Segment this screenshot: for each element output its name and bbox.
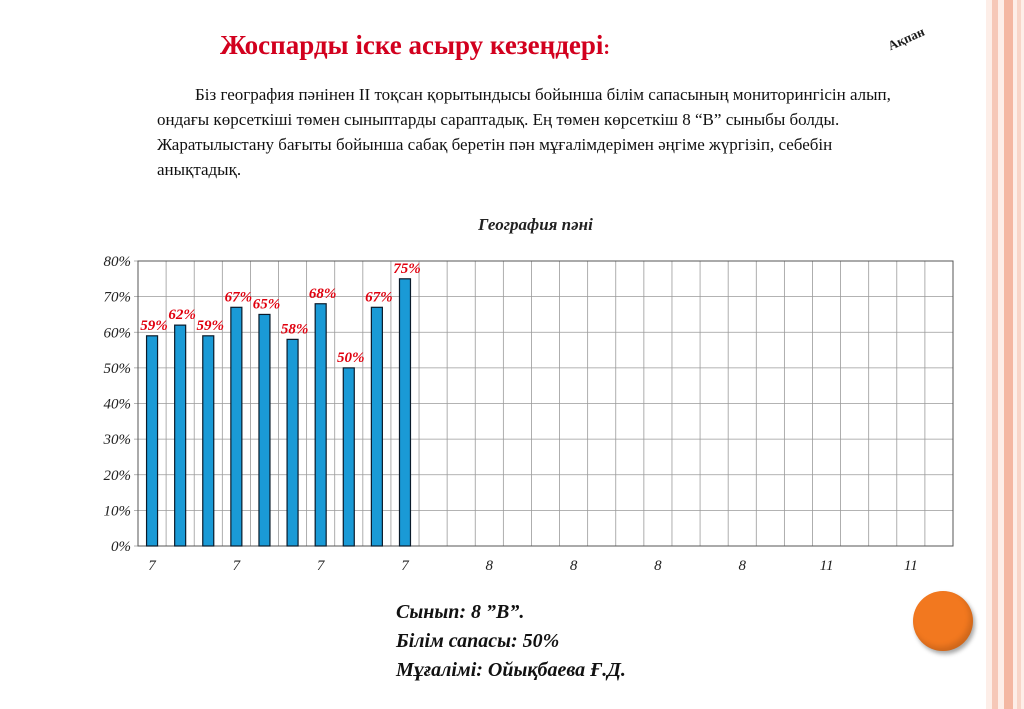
y-tick-label: 40% <box>103 396 131 413</box>
summary-class: Сынып: 8 ”В”. <box>396 601 525 623</box>
slide-title <box>220 30 610 61</box>
data-label-3: 67% <box>224 289 253 306</box>
decorative-side-stripes <box>986 0 1024 709</box>
bar-5 <box>287 339 298 546</box>
summary-teacher: Мұғалімі: Ойықбаева Ғ.Д. <box>396 659 626 681</box>
chart-title: География пәні <box>478 215 593 234</box>
month-label: Ақпан <box>885 23 927 54</box>
data-label-6: 68% <box>308 285 337 302</box>
y-tick-label: 70% <box>103 289 131 306</box>
data-label-5: 58% <box>280 321 309 338</box>
y-tick-label: 10% <box>103 503 131 520</box>
x-tick-label: 7 <box>148 558 156 574</box>
decorative-orange-circle <box>913 591 973 651</box>
bar-6 <box>315 304 326 546</box>
data-label-0: 59% <box>140 317 168 334</box>
bar-3 <box>231 307 242 546</box>
x-tick-label: 8 <box>738 558 746 574</box>
x-tick-label: 8 <box>569 558 578 574</box>
bar-2 <box>203 336 214 546</box>
x-tick-label: 7 <box>316 558 325 574</box>
x-tick-label: 7 <box>401 558 409 574</box>
data-label-4: 65% <box>252 296 281 313</box>
data-label-9: 75% <box>393 260 421 277</box>
bar-9 <box>399 279 410 546</box>
y-tick-label: 0% <box>111 539 131 555</box>
x-tick-label: 11 <box>819 558 834 574</box>
y-tick-label: 20% <box>103 467 131 484</box>
bar-0 <box>147 336 158 546</box>
slide-title-text: Жоспарды іске асыру кезеңдері <box>220 30 604 60</box>
bar-7 <box>343 368 354 546</box>
x-tick-label: 11 <box>903 558 918 574</box>
x-tick-label: 8 <box>654 558 662 574</box>
x-tick-label: 7 <box>232 558 241 574</box>
y-tick-label: 50% <box>103 360 131 377</box>
geography-bar-chart <box>90 208 970 593</box>
intro-paragraph: Біз география пәнінен II тоқсан қорытындысы бойынша білім сапасының мониторингісін алып, ондағы көрсеткіші төмен сыныптарды сараптадық. Ең төмен көрсеткіш 8 “В” сыныбы болды. Жаратылыстану бағыты бойынша сабақ беретін пән мұғалімдерімен әңгіме жүргізіп, себебін анықтадық. <box>157 85 891 179</box>
y-tick-label: 80% <box>103 254 131 270</box>
data-label-8: 67% <box>365 289 393 306</box>
bar-4 <box>259 314 270 546</box>
bar-8 <box>371 307 382 546</box>
data-label-1: 62% <box>168 307 196 324</box>
slide-title-colon: : <box>603 37 611 59</box>
data-label-7: 50% <box>337 349 365 366</box>
bar-1 <box>175 325 186 546</box>
data-label-2: 59% <box>196 317 225 334</box>
summary-block <box>396 598 626 685</box>
x-tick-label: 8 <box>485 558 494 574</box>
y-tick-label: 30% <box>103 432 131 449</box>
summary-quality: Білім сапасы: 50% <box>396 630 560 652</box>
y-tick-label: 60% <box>103 325 131 342</box>
